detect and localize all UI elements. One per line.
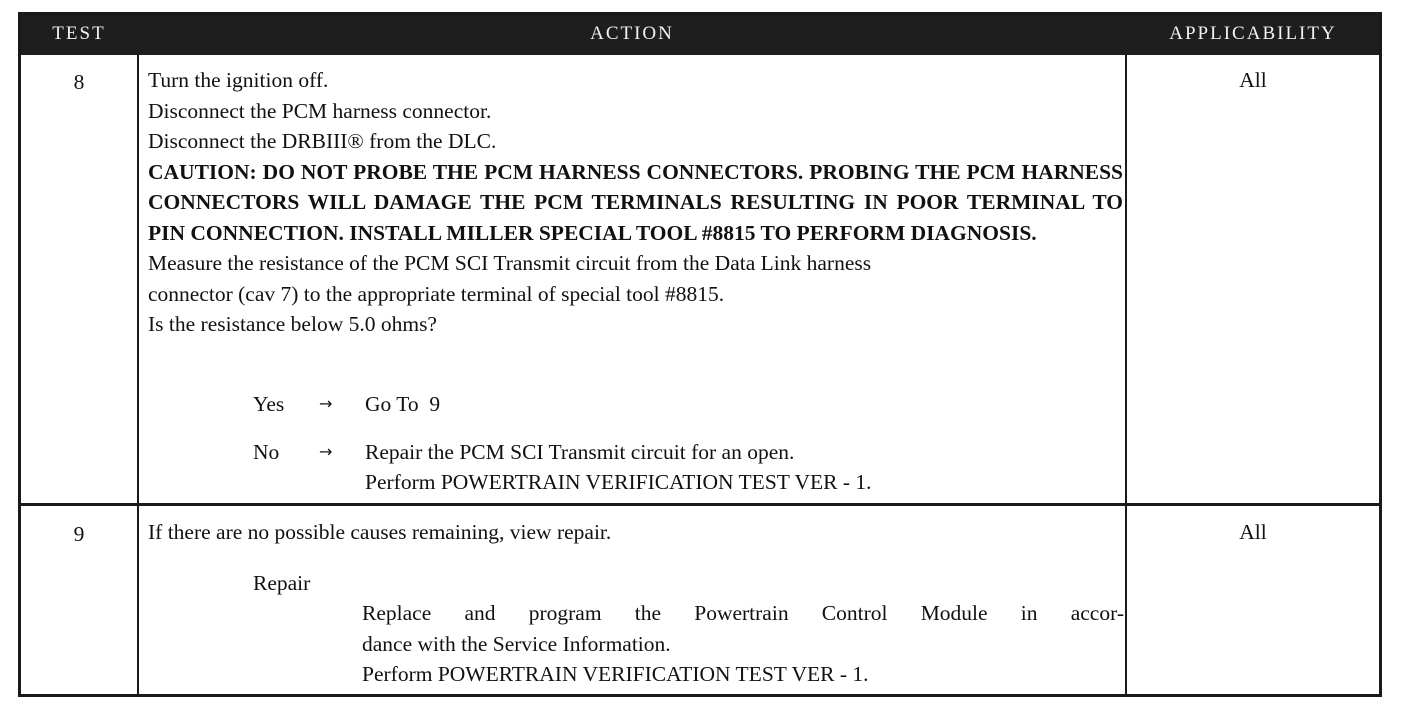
column-divider <box>137 55 139 694</box>
test-number: 9 <box>73 522 85 546</box>
caution-text: CAUTION: DO NOT PROBE THE PCM HARNESS CONNECTORS. PROBING THE PCM HARNESS CONNECTORS WILL DAMAGE THE PCM TERMINALS RESULTING IN POOR TERMINAL TO PIN CONNECTION. INSTALL MILLER SPECIAL TOOL #8815 TO PERFORM DIAGNOSIS. <box>148 159 1123 245</box>
column-divider <box>1125 55 1127 694</box>
repair-text <box>362 598 1124 690</box>
step-line: Turn the ignition off. <box>148 68 329 92</box>
no-outcome: Repair the PCM SCI Transmit circuit for an open. <box>365 440 795 464</box>
action-text <box>148 65 1123 340</box>
repair-line: Replace and program the Powertrain Control Module in accor- <box>362 601 1124 625</box>
row-divider <box>21 503 1379 506</box>
arrow-icon: → <box>319 394 333 413</box>
measure-line: connector (cav 7) to the appropriate terminal of special tool #8815. <box>148 281 725 306</box>
repair-line: Perform POWERTRAIN VERIFICATION TEST VER - 1. <box>362 662 869 686</box>
repair-label: Repair <box>253 571 311 595</box>
measure-line: Measure the resistance of the PCM SCI Transmit circuit from the Data Link harness <box>148 251 872 275</box>
header-applicability: APPLICABILITY <box>1169 23 1337 44</box>
test-number: 8 <box>73 70 85 94</box>
diagnostic-table <box>18 12 1382 697</box>
header-action: ACTION <box>590 23 674 44</box>
header-test: TEST <box>52 23 106 44</box>
yes-label: Yes <box>253 392 285 416</box>
applicability-value: All <box>1239 520 1267 544</box>
step-line: Disconnect the DRBIII® from the DLC. <box>148 129 497 153</box>
question-line: Is the resistance below 5.0 ohms? <box>148 312 437 336</box>
repair-line: dance with the Service Information. <box>362 631 671 656</box>
no-label: No <box>253 440 280 464</box>
table-header <box>21 15 1379 55</box>
arrow-icon: → <box>319 442 333 461</box>
no-outcome-verify: Perform POWERTRAIN VERIFICATION TEST VER - 1. <box>365 470 872 494</box>
yes-outcome: Go To 9 <box>365 392 441 416</box>
step-line: Disconnect the PCM harness connector. <box>148 98 492 123</box>
intro-line: If there are no possible causes remaining, view repair. <box>148 520 612 544</box>
applicability-value: All <box>1239 68 1267 92</box>
